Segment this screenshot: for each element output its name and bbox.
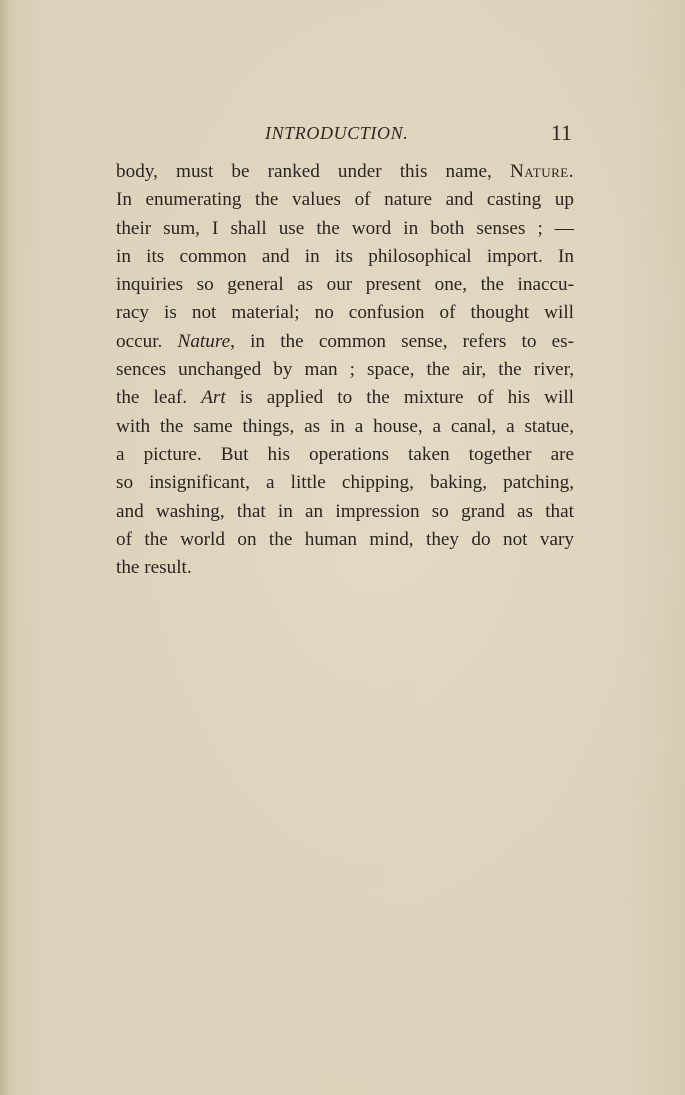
text-line: a picture. But his operations taken together are — [116, 443, 574, 465]
text-line: their sum, I shall use the word in both senses ; — — [116, 217, 574, 239]
page-gutter-shadow — [0, 0, 10, 1095]
running-header — [116, 120, 574, 150]
text-line: sences unchanged by man ; space, the air, the river, — [116, 359, 574, 381]
text-line — [116, 158, 574, 186]
text-segment: is applied to the mixture of his will — [225, 387, 574, 409]
text-line: inquiries so general as our present one, the inaccu- — [116, 274, 574, 296]
running-title: INTRODUCTION. — [265, 123, 409, 143]
text-line: with the same things, as in a house, a canal, a statue, — [116, 415, 574, 437]
nature-smallcaps: Nature. — [509, 161, 574, 182]
nature-italic: Nature — [177, 330, 231, 352]
text-line: so insignificant, a little chipping, baking, patching, — [116, 472, 574, 494]
body-paragraph — [116, 158, 574, 582]
text-line: the result. — [116, 557, 192, 579]
text-line: In enumerating the values of nature and casting up — [116, 189, 574, 211]
text-line: and washing, that in an impression so grand as that — [116, 500, 574, 522]
text-segment: , in the common sense, refers to es- — [230, 330, 574, 352]
text-line: in its common and in its philosophical import. In — [116, 245, 574, 267]
text-segment: body, must be ranked under this name, — [116, 161, 510, 182]
art-italic: Art — [201, 387, 226, 409]
text-line — [116, 384, 574, 412]
text-line: of the world on the human mind, they do not vary — [116, 528, 574, 550]
page-number: 11 — [550, 120, 572, 145]
text-segment: the leaf. — [116, 387, 202, 409]
text-line — [116, 328, 574, 356]
text-segment: occur. — [116, 330, 178, 352]
text-line: racy is not material; no confusion of thought will — [116, 302, 574, 324]
